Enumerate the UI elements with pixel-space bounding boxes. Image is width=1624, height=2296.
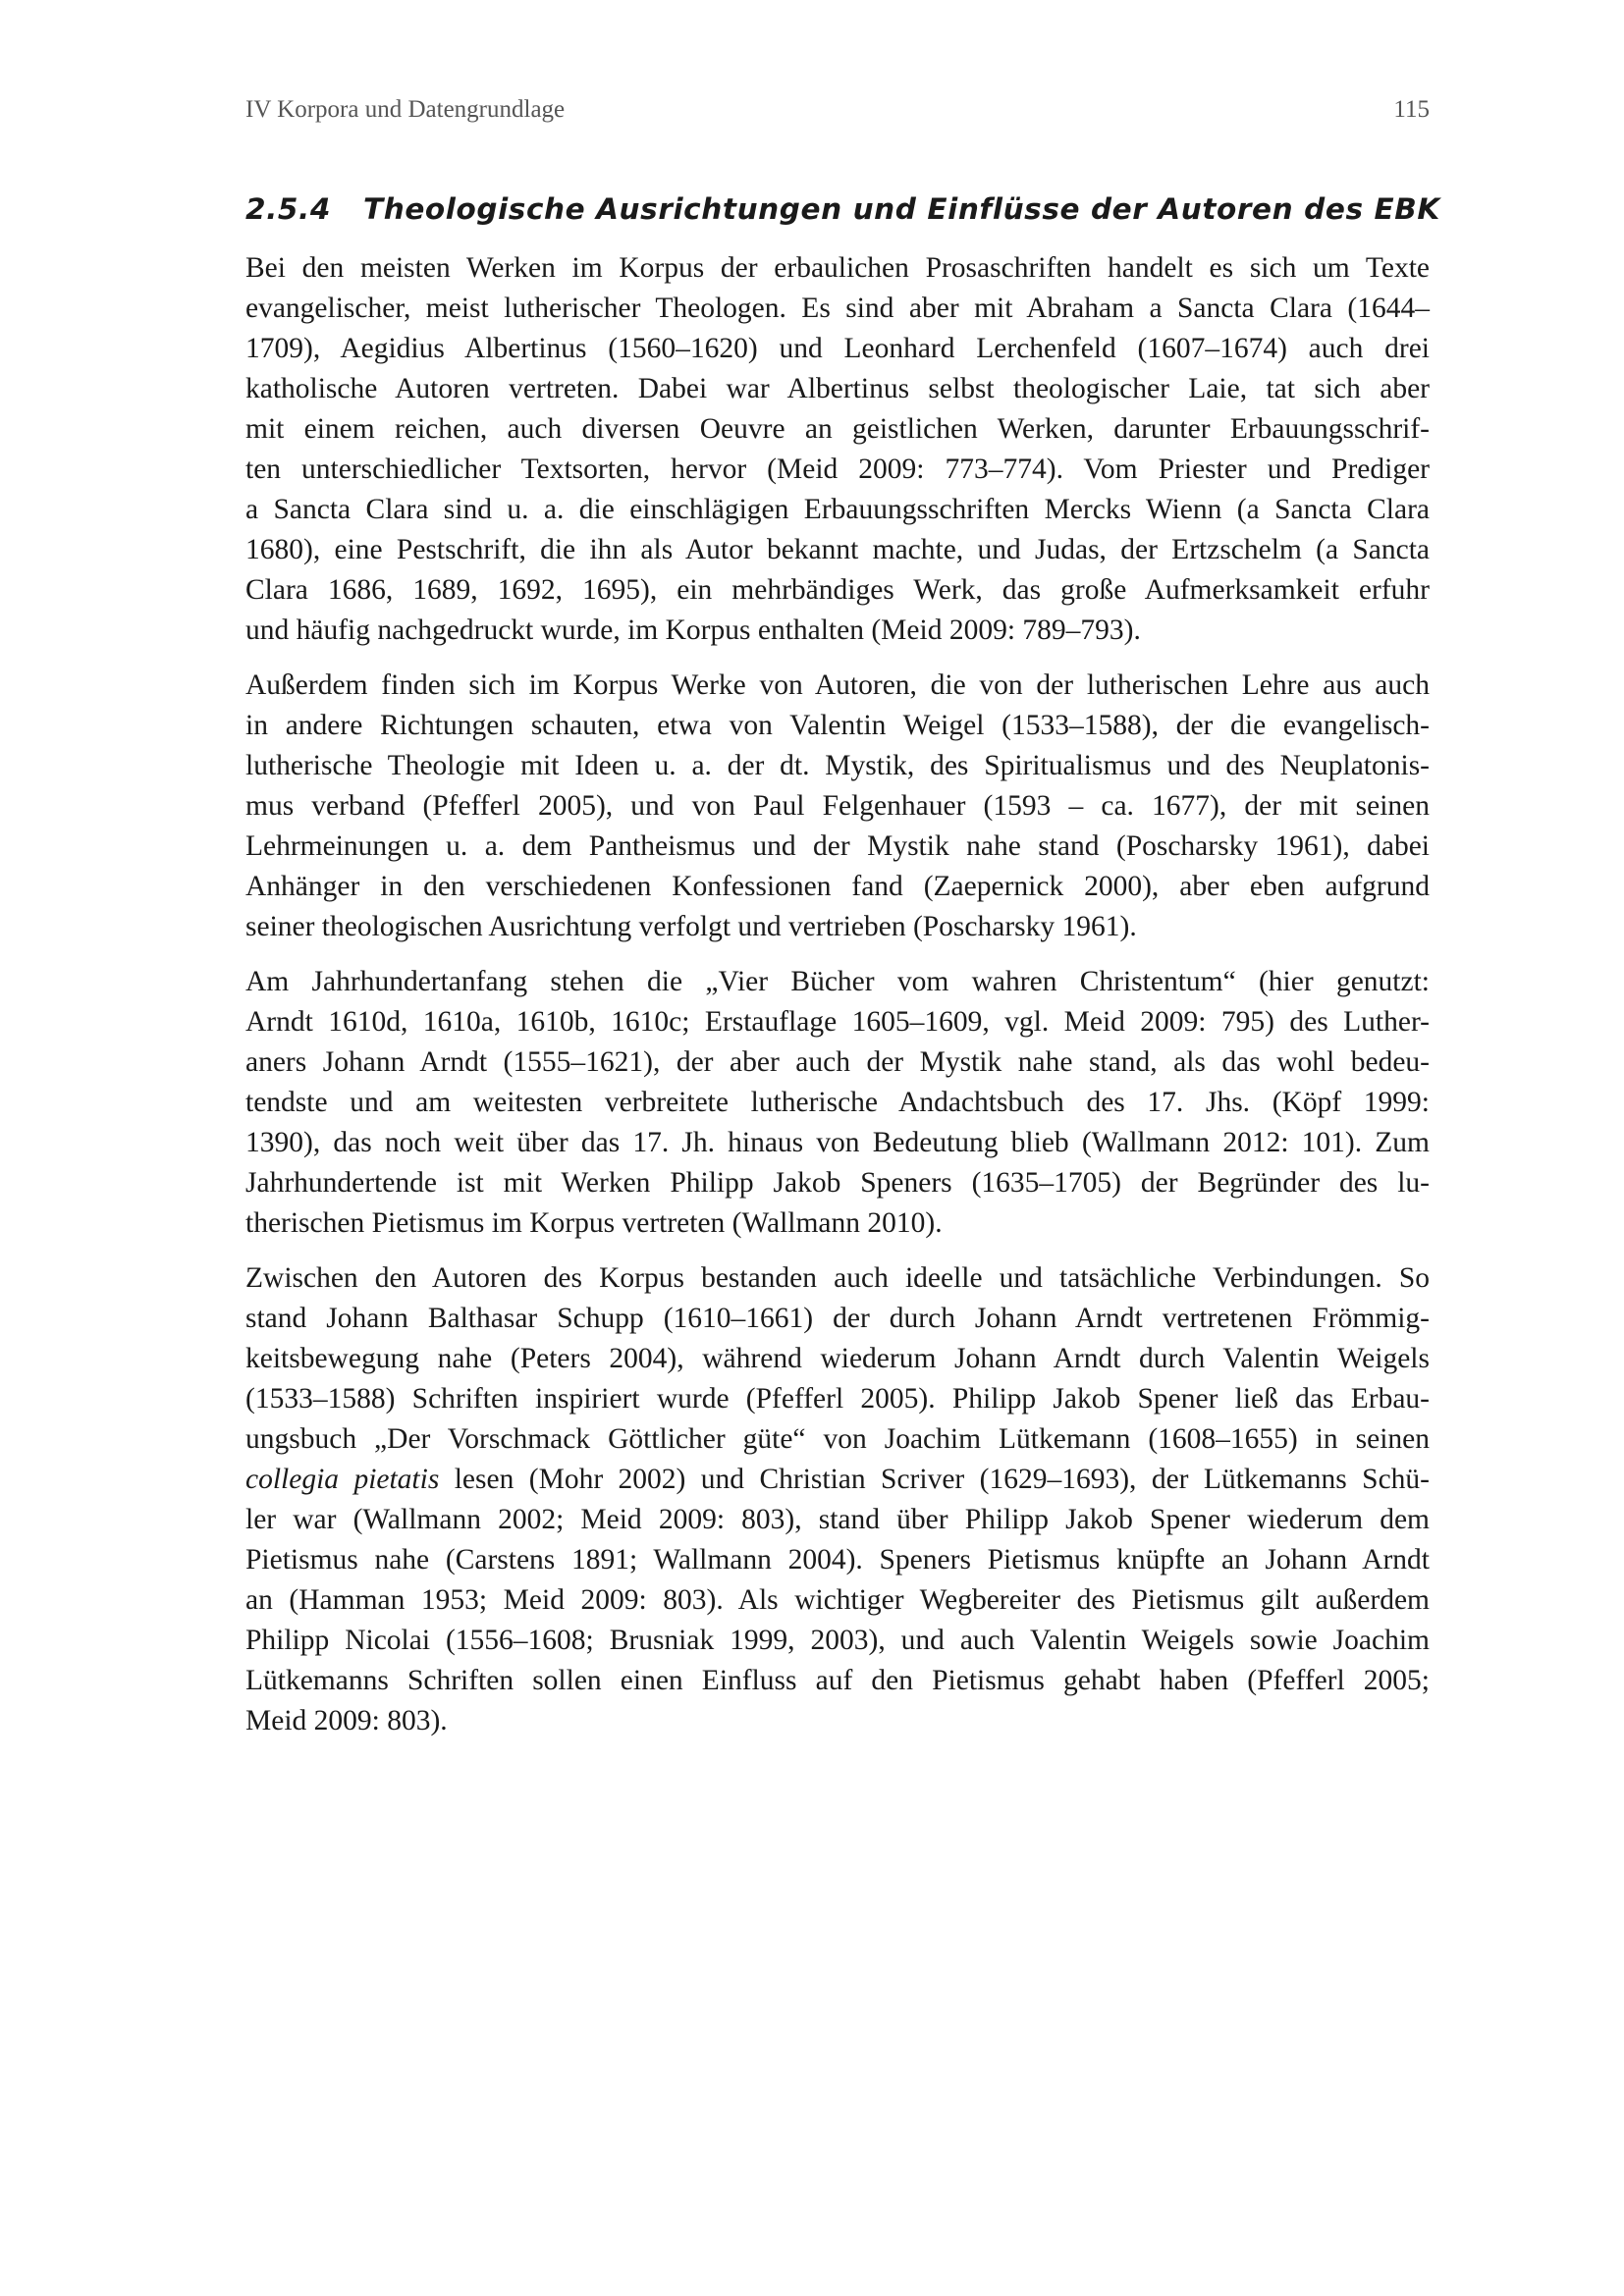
paragraph xyxy=(245,1258,1430,1741)
text-line: Am Jahrhundertanfang stehen die „Vier Bücher vom wahren Christentum“ (hier genutzt: xyxy=(245,966,1430,997)
running-header xyxy=(245,96,1430,132)
paragraph xyxy=(245,666,1430,947)
text-line: stand Johann Balthasar Schupp (1610–1661) der durch Johann Arndt vertretenen Frömmig- xyxy=(245,1303,1430,1334)
text-line-rest: lesen (Mohr 2002) und Christian Scriver (1629–1693), der Lütkemanns Schü- xyxy=(454,1464,1430,1495)
page-number: 115 xyxy=(1393,96,1430,123)
text-line: Philipp Nicolai (1556–1608; Brusniak 1999, 2003), und auch Valentin Weigels sowie Joachim xyxy=(245,1625,1430,1656)
section-title: Theologische Ausrichtungen und Einflüsse der Autoren des EBK xyxy=(363,192,1440,226)
text-line: 1709), Aegidius Albertinus (1560–1620) und Leonhard Lerchenfeld (1607–1674) auch drei xyxy=(245,333,1430,364)
text-line: Lehrmeinungen u. a. dem Pantheismus und der Mystik nahe stand (Poscharsky 1961), dabei xyxy=(245,830,1430,862)
text-line: aners Johann Arndt (1555–1621), der aber auch der Mystik nahe stand, als das wohl bedeu- xyxy=(245,1046,1430,1078)
section-heading xyxy=(245,192,1440,226)
text-line: Außerdem finden sich im Korpus Werke von Autoren, die von der lutherischen Lehre aus auch xyxy=(245,669,1430,701)
text-line: an (Hamman 1953; Meid 2009: 803). Als wichtiger Wegbereiter des Pietismus gilt außerdem xyxy=(245,1584,1430,1616)
paragraph xyxy=(245,962,1430,1244)
italic-term: collegia pietatis xyxy=(245,1464,440,1495)
text-line: Lütkemanns Schriften sollen einen Einfluss auf den Pietismus gehabt haben (Pfefferl 2005; xyxy=(245,1665,1430,1696)
chapter-title: IV Korpora und Datengrundlage xyxy=(245,96,566,123)
text-line: mus verband (Pfefferl 2005), und von Paul Felgenhauer (1593 – ca. 1677), der mit seinen xyxy=(245,790,1430,822)
text-line: evangelischer, meist lutherischer Theologen. Es sind aber mit Abraham a Sancta Clara (1644– xyxy=(245,293,1430,324)
text-line: a Sancta Clara sind u. a. die einschlägigen Erbauungsschriften Mercks Wienn (a Sancta Clara xyxy=(245,494,1430,525)
paragraph xyxy=(245,248,1430,651)
text-line: lutherische Theologie mit Ideen u. a. der dt. Mystik, des Spiritualismus und des Neuplatonis- xyxy=(245,750,1430,781)
text-line: therischen Pietismus im Korpus vertreten (Wallmann 2010). xyxy=(245,1207,943,1239)
text-line: Arndt 1610d, 1610a, 1610b, 1610c; Erstauflage 1605–1609, vgl. Meid 2009: 795) des Luther- xyxy=(245,1006,1430,1038)
text-line: Meid 2009: 803). xyxy=(245,1705,448,1736)
text-line: mit einem reichen, auch diversen Oeuvre an geistlichen Werken, darunter Erbauungsschrif- xyxy=(245,413,1430,445)
text-line: in andere Richtungen schauten, etwa von Valentin Weigel (1533–1588), der die evangelisch- xyxy=(245,710,1430,741)
text-line: seiner theologischen Ausrichtung verfolgt und vertrieben (Poscharsky 1961). xyxy=(245,911,1137,942)
text-line: katholische Autoren vertreten. Dabei war Albertinus selbst theologischer Laie, tat sich aber xyxy=(245,373,1430,404)
text-line: 1390), das noch weit über das 17. Jh. hinaus von Bedeutung blieb (Wallmann 2012: 101). Zum xyxy=(245,1127,1430,1158)
section-number: 2.5.4 xyxy=(245,192,331,226)
text-line: tendste und am weitesten verbreitete lutherische Andachtsbuch des 17. Jhs. (Köpf 1999: xyxy=(245,1087,1430,1118)
text-line: keitsbewegung nahe (Peters 2004), während wiederum Johann Arndt durch Valentin Weigels xyxy=(245,1343,1430,1374)
text-line: Bei den meisten Werken im Korpus der erbaulichen Prosaschriften handelt es sich um Texte xyxy=(245,252,1430,284)
text-line: ten unterschiedlicher Textsorten, hervor (Meid 2009: 773–774). Vom Priester und Prediger xyxy=(245,454,1430,485)
text-line: Jahrhundertende ist mit Werken Philipp Jakob Speners (1635–1705) der Begründer des lu- xyxy=(245,1167,1430,1199)
text-line: 1680), eine Pestschrift, die ihn als Autor bekannt machte, und Judas, der Ertzschelm (a Sancta xyxy=(245,534,1430,565)
text-line: Anhänger in den verschiedenen Konfessionen fand (Zaepernick 2000), aber eben aufgrund xyxy=(245,871,1430,902)
text-line: und häufig nachgedruckt wurde, im Korpus enthalten (Meid 2009: 789–793). xyxy=(245,614,1141,646)
text-line: Zwischen den Autoren des Korpus bestanden auch ideelle und tatsächliche Verbindungen. So xyxy=(245,1262,1430,1294)
body-text xyxy=(245,248,1430,1756)
text-line: ler war (Wallmann 2002; Meid 2009: 803), stand über Philipp Jakob Spener wiederum dem xyxy=(245,1504,1430,1535)
text-line: ungsbuch „Der Vorschmack Göttlicher güte“ von Joachim Lütkemann (1608–1655) in seinen xyxy=(245,1423,1430,1455)
text-line-with-italic xyxy=(245,1460,1430,1500)
text-line: (1533–1588) Schriften inspiriert wurde (Pfefferl 2005). Philipp Jakob Spener ließ das Erbau- xyxy=(245,1383,1430,1415)
text-line: Clara 1686, 1689, 1692, 1695), ein mehrbändiges Werk, das große Aufmerksamkeit erfuhr xyxy=(245,574,1430,606)
text-line: Pietismus nahe (Carstens 1891; Wallmann 2004). Speners Pietismus knüpfte an Johann Arndt xyxy=(245,1544,1430,1575)
